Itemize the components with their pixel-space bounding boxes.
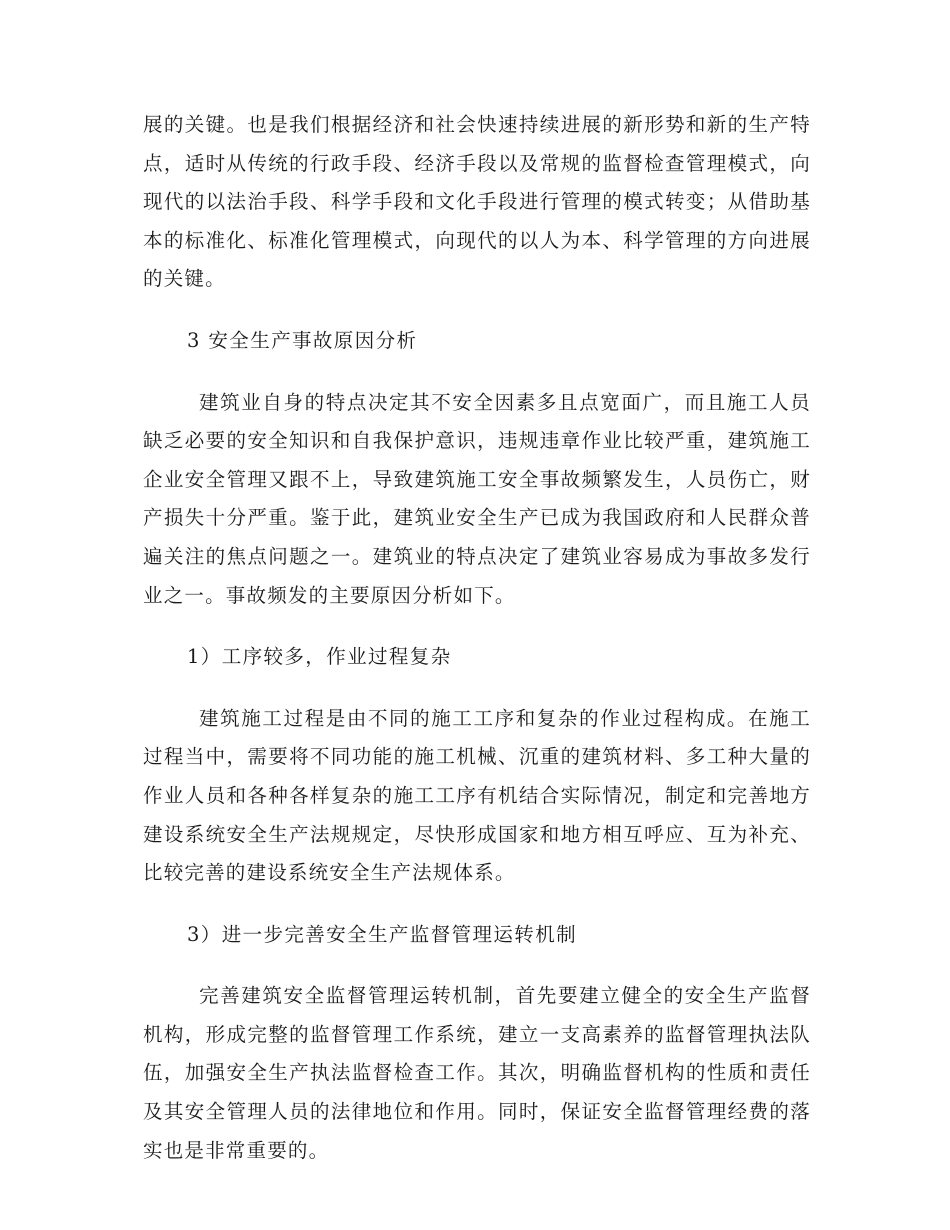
document-body [143,106,811,1170]
body-paragraph-3: 建筑施工过程是由不同的施工工序和复杂的作业过程构成。在施工过程当中，需要将不同功能的施工机械、沉重的建筑材料、多工种大量的作业人员和各种各样复杂的施工工序有机结合实际情况，制定和完善地方建设系统安全生产法规规定，尽快形成国家和地方相互呼应、互为补充、比较完善的建设系统安全生产法规体系。 [143,706,811,885]
section-heading-accident-cause-analysis: 3 安全生产事故原因分析 [187,328,418,352]
body-paragraph-2: 建筑业自身的特点决定其不安全因素多且点宽面广，而且施工人员缺乏必要的安全知识和自我保护意识，违规违章作业比较严重，建筑施工企业安全管理又跟不上，导致建筑施工安全事故频繁发生，人员伤亡，财产损失十分严重。鉴于此，建筑业安全生产已成为我国政府和人民群众普遍关注的焦点问题之一。建筑业的特点决定了建筑业容易成为事故多发行业之一。事故频发的主要原因分析如下。 [143,390,811,607]
subheading-supervision-mechanism: 3）进一步完善安全生产监督管理运转机制 [187,922,578,946]
subheading-complex-processes: 1）工序较多，作业过程复杂 [187,645,452,669]
body-paragraph-1: 展的关键。也是我们根据经济和社会快速持续进展的新形势和新的生产特点，适时从传统的行政手段、经济手段以及常规的监督检查管理模式，向现代的以法治手段、科学手段和文化手段进行管理的模式转变；从借助基本的标准化、标准化管理模式，向现代的以人为本、科学管理的方向进展的关键。 [143,113,811,291]
body-paragraph-4: 完善建筑安全监督管理运转机制，首先要建立健全的安全生产监督机构，形成完整的监督管理工作系统，建立一支高素养的监督管理执法队伍，加强安全生产执法监督检查工作。其次，明确监督机构的性质和责任及其安全管理人员的法律地位和作用。同时，保证安全监督管理经费的落实也是非常重要的。 [143,984,811,1162]
